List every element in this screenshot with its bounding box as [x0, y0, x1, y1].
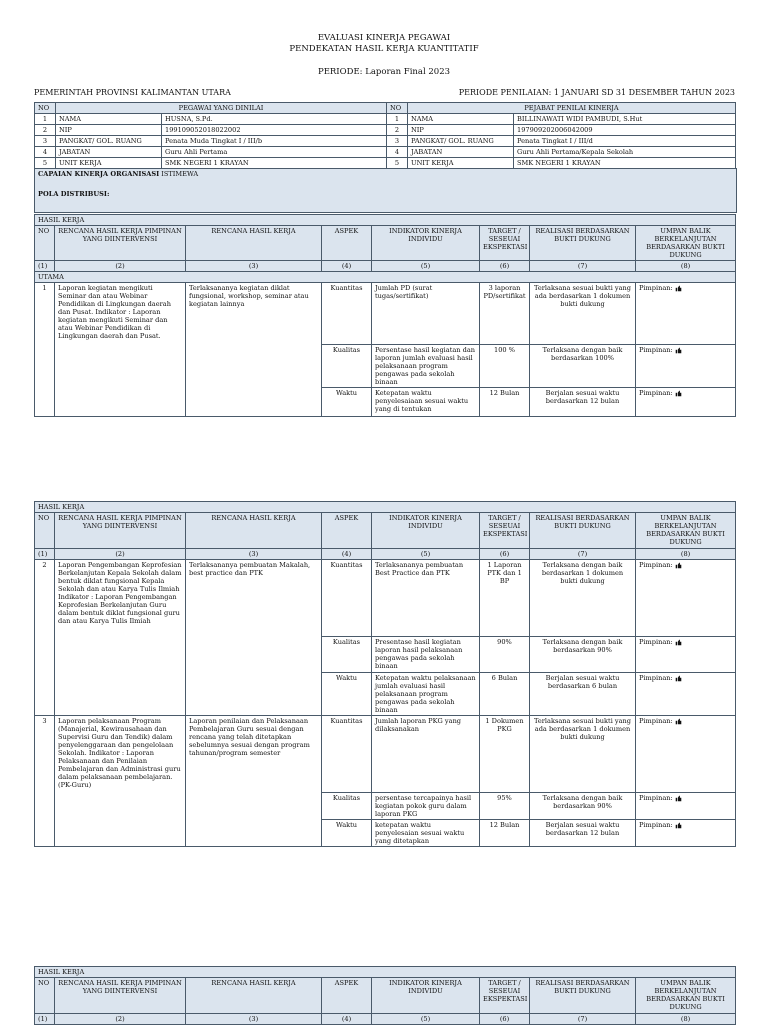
umpan-balik-cell: Pimpinan: [636, 820, 736, 847]
identity-row: 5 UNIT KERJA SMK NEGERI 1 KRAYAN 5 UNIT KERJA SMK NEGERI 1 KRAYAN [35, 158, 736, 169]
hasil-kerja-table-2: HASIL KERJA NO RENCANA HASIL KERJA PIMPINAN YANG DIINTERVENSI RENCANA HASIL KERJA ASPEK INDIKATOR KINERJA INDIVIDU TARGET / SESEUAI EKSPEKTASI REALISASI BERDASARKAN BUKTI DUKUNG UMPAN BALIK BERKELANJUTAN BERDASARKAN BUKTI DUKUNG (1) (2) (3) (4) (5) (6) (7) (8) 2 Laporan Pengembangan Keprofesian Berkelanjutan Kepala Sekolah dalam bentuk diklat fungsional Kepala Sekolah dan atau Karya Tulis Ilmiah Indikator : Laporan Pengembangan Keprofesian Berkelanjutan Guru dalam bentuk diklat fungsional guru dan atau Karya Tulis Ilmiah Terlaksananya pembuatan Makalah, best practice dan PTK Kuantitas Terlaksananya pembuatan Best Practice dan PTK 1 Laporan PTK dan 1 BP Terlaksana dengan baik berdasarkan 1 dokumen bukti dukung Pimpinan: Kualitas Presentase hasil kegiatan laporan hasil pelaksanaan pengawas pada sekolah binaan 90% Terlaksana dengan baik berdasarkan 90% Pimpinan: Waktu Ketepatan waktu pelaksanaan jumlah evaluasi hasil pelaksanaan program pengawas pada sekolah binaan 6 Bulan Berjalan sesuai waktu berdasarkan 6 bulan Pimpinan: 3 Laporan pelaksanaan Program (Manajerial, Kewirausahaan dan Supervisi Guru dan Tendik) dalam penyelenggaraan dan pengelolaan Sekolah. Indikator : Laporan Pelaksanaan dan Penilaian Pembelajaran dan Administrasi guru dalam pelaksanaan pembelajaran. (PK-Guru) Laporan penilaian dan Pelaksanaan Pembelajaran Guru sesuai dengan rencana yang telah ditetapkan sebelumnya sesuai dengan program tahunan/program semester Kuantitas Jumlah laporan PKG yang dilaksanakan 1 Dokumen PKG Terlaksana sesuai bukti yang ada berdasarkan 1 dokumen bukti dukung Pimpinan: Kualitas persentase tercapainya hasil kegiatan pokok guru dalam laporan PKG 95% Terlaksana dengan baik berdasarkan 90% Pimpinan: Waktu ketepatan waktu penyelesaian sesuai waktu yang ditetapkan 12 Bulan Berjalan sesuai waktu berdasarkan 12 bulan Pimpinan: [34, 501, 736, 847]
capaian-label: CAPAIAN KINERJA ORGANISASI [38, 170, 160, 178]
col-no: NO [35, 226, 55, 261]
table-row: Kualitas Presentase hasil kegiatan laporan hasil pelaksanaan pengawas pada sekolah binaan 90% Terlaksana dengan baik berdasarkan 90% Pimpinan: [35, 637, 736, 673]
table-row: 1 Laporan kegiatan mengikuti Seminar dan atau Webinar Pendidikan di Lingkungan daerah dan Pusat. Indikator : Laporan kegiatan mengikuti Seminar dan atau Webinar Pendidikan di Lingkungan daerah dan Pusat. Terlaksananya kegiatan diklat fungsional, workshop, seminar atau kegiatan lainnya Kuantitas Jumlah PD (surat tugas/sertifikat) 3 laporan PD/sertifikat Terlaksana sesuai bukti yang ada berdasarkan 1 dokumen bukti dukung Pimpinan: [35, 283, 736, 345]
thumbs-up-icon [675, 822, 682, 829]
thumbs-up-icon [675, 562, 682, 569]
identity-row: 1 NAMA HUSNA, S.Pd. 1 NAMA BILLINAWATI WIDI PAMBUDI, S.Hut [35, 114, 736, 125]
instansi: PEMERINTAH PROVINSI KALIMANTAN UTARA [34, 88, 231, 97]
section-title: HASIL KERJA [35, 502, 736, 513]
table-row: Waktu Ketepatan waktu pelaksanaan jumlah evaluasi hasil pelaksanaan program pengawas pada sekolah binaan 6 Bulan Berjalan sesuai waktu berdasarkan 6 bulan Pimpinan: [35, 673, 736, 716]
identity-table [34, 102, 736, 169]
umpan-balik-cell: Pimpinan: [636, 793, 736, 820]
col-umpan-balik: UMPAN BALIK BERKELANJUTAN BERDASARKAN BUKTI DUKUNG [636, 226, 736, 261]
table-row: 3 Laporan pelaksanaan Program (Manajerial, Kewirausahaan dan Supervisi Guru dan Tendik) dalam penyelenggaraan dan pengelolaan Sekolah. Indikator : Laporan Pelaksanaan dan Penilaian Pembelajaran dan Administrasi guru dalam pelaksanaan pembelajaran. (PK-Guru) Laporan penilaian dan Pelaksanaan Pembelajaran Guru sesuai dengan rencana yang telah ditetapkan sebelumnya sesuai dengan program tahunan/program semester Kuantitas Jumlah laporan PKG yang dilaksanakan 1 Dokumen PKG Terlaksana sesuai bukti yang ada berdasarkan 1 dokumen bukti dukung Pimpinan: [35, 716, 736, 793]
column-number-row: (1) (2) (3) (4) (5) (6) (7) (8) [35, 1014, 736, 1025]
table-row: Kualitas persentase tercapainya hasil kegiatan pokok guru dalam laporan PKG 95% Terlaksana dengan baik berdasarkan 90% Pimpinan: [35, 793, 736, 820]
pegawai-header: PEGAWAI YANG DINILAI [56, 103, 387, 114]
col-rencana: RENCANA HASIL KERJA [186, 226, 322, 261]
capaian-box [34, 168, 737, 213]
umpan-balik-cell: Pimpinan: [636, 673, 736, 716]
doc-subtitle: PENDEKATAN HASIL KERJA KUANTITATIF [289, 44, 479, 54]
col-target: TARGET / SESEUAI EKSPEKTASI [480, 226, 530, 261]
column-number-row: (1) (2) (3) (4) (5) (6) (7) (8) [35, 549, 736, 560]
section-title: HASIL KERJA [35, 967, 736, 978]
thumbs-up-icon [675, 675, 682, 682]
identity-row: 4 JABATAN Guru Ahli Pertama 4 JABATAN Guru Ahli Pertama/Kepala Sekolah [35, 147, 736, 158]
umpan-balik-cell: Pimpinan: [636, 388, 736, 417]
table-row: 2 Laporan Pengembangan Keprofesian Berkelanjutan Kepala Sekolah dalam bentuk diklat fungsional Kepala Sekolah dan atau Karya Tulis Ilmiah Indikator : Laporan Pengembangan Keprofesian Berkelanjutan Guru dalam bentuk diklat fungsional guru dan atau Karya Tulis Ilmiah Terlaksananya pembuatan Makalah, best practice dan PTK Kuantitas Terlaksananya pembuatan Best Practice dan PTK 1 Laporan PTK dan 1 BP Terlaksana dengan baik berdasarkan 1 dokumen bukti dukung Pimpinan: [35, 560, 736, 637]
meta-line [34, 88, 735, 97]
id-no-header-2: NO [387, 103, 408, 114]
col-aspek: ASPEK [322, 226, 372, 261]
umpan-balik-cell: Pimpinan: [636, 637, 736, 673]
pola-distribusi-label: POLA DISTRIBUSI: [38, 190, 110, 198]
capaian-value: ISTIMEWA [161, 170, 199, 178]
table-row: Waktu Ketepatan waktu penyelesaiaan sesuai waktu yang di tentukan 12 Bulan Berjalan sesuai waktu berdasarkan 12 bulan Pimpinan: [35, 388, 736, 417]
column-number-row: (1) (2) (3) (4) (5) (6) (7) (8) [35, 261, 736, 272]
table-row: Kualitas Persentase hasil kegiatan dan laporan jumlah evaluasi hasil pelaksanaan program pengawas pada sekolah binaan 100 % Terlaksana dengan baik berdasarkan 100% Pimpinan: [35, 345, 736, 388]
thumbs-up-icon [675, 795, 682, 802]
thumbs-up-icon [675, 390, 682, 397]
thumbs-up-icon [675, 285, 682, 292]
doc-title: EVALUASI KINERJA PEGAWAI [317, 33, 451, 43]
identity-row: 2 NIP 199109052018022002 2 NIP 197909202006042009 [35, 125, 736, 136]
col-realisasi: REALISASI BERDASARKAN BUKTI DUKUNG [530, 226, 636, 261]
table-row: Waktu ketepatan waktu penyelesaian sesuai waktu yang ditetapkan 12 Bulan Berjalan sesuai waktu berdasarkan 12 bulan Pimpinan: [35, 820, 736, 847]
identity-row: 3 PANGKAT/ GOL. RUANG Penata Muda Tingkat I / III/b 3 PANGKAT/ GOL. RUANG Penata Tingkat I / III/d [35, 136, 736, 147]
id-no-header: NO [35, 103, 56, 114]
col-indikator: INDIKATOR KINERJA INDIVIDU [372, 226, 480, 261]
periode-penilaian: PERIODE PENILAIAN: 1 JANUARI SD 31 DESEMBER TAHUN 2023 [458, 88, 735, 97]
utama-label: UTAMA [35, 272, 736, 283]
doc-periode: PERIODE: Laporan Final 2023 [317, 67, 451, 77]
hasil-kerja-table-1 [34, 214, 736, 417]
umpan-balik-cell: Pimpinan: [636, 283, 736, 345]
hasil-kerja-table-3: HASIL KERJA NO RENCANA HASIL KERJA PIMPINAN YANG DIINTERVENSI RENCANA HASIL KERJA ASPEK INDIKATOR KINERJA INDIVIDU TARGET / SESEUAI EKSPEKTASI REALISASI BERDASARKAN BUKTI DUKUNG UMPAN BALIK BERKELANJUTAN BERDASARKAN BUKTI DUKUNG (1) (2) (3) (4) (5) (6) (7) (8) [34, 966, 736, 1025]
col-pimpinan: RENCANA HASIL KERJA PIMPINAN YANG DIINTERVENSI [55, 226, 186, 261]
umpan-balik-cell: Pimpinan: [636, 716, 736, 793]
thumbs-up-icon [675, 718, 682, 725]
umpan-balik-cell: Pimpinan: [636, 345, 736, 388]
section-title: HASIL KERJA [35, 215, 736, 226]
thumbs-up-icon [675, 639, 682, 646]
umpan-balik-cell: Pimpinan: [636, 560, 736, 637]
pejabat-header: PEJABAT PENILAI KINERJA [408, 103, 736, 114]
thumbs-up-icon [675, 347, 682, 354]
